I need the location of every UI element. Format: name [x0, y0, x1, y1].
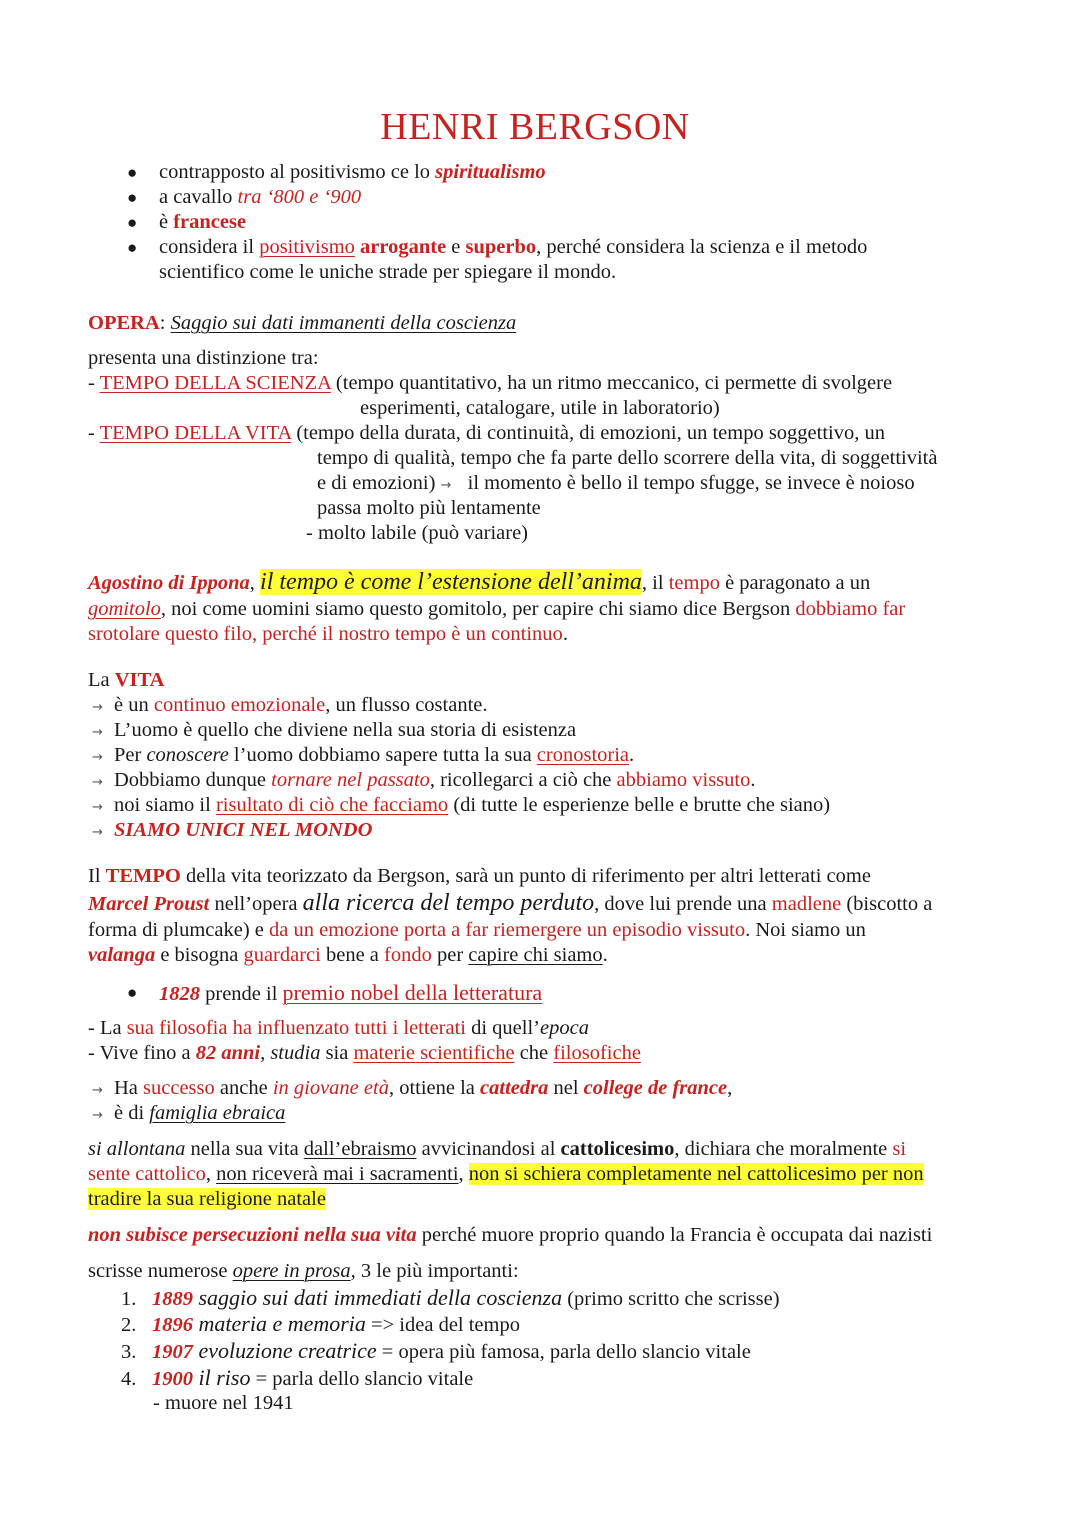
tempo-line2: Marcel Proust nell’opera alla ricerca del tempo perduto, dove lui prende una madlene (biscotto a: [88, 890, 933, 916]
opere-item: 4. 1900 il riso = parla dello slancio vitale: [121, 1365, 474, 1390]
opera-heading: OPERA: Saggio sui dati immanenti della coscienza: [88, 312, 517, 334]
arrow-icon: →: [92, 725, 103, 740]
bullet-dot: ●: [127, 213, 138, 232]
tempo-vita-line5: - molto labile (può variare): [306, 522, 528, 544]
tempo-vita-line3: e di emozioni) → il momento è bello il tempo sfugge, se invece è noioso: [317, 471, 915, 498]
tempo-scienza: - TEMPO DELLA SCIENZA (tempo quantitativo, ha un ritmo meccanico, ci permette di svolgere: [88, 372, 893, 394]
page-title: HENRI BERGSON: [380, 106, 690, 148]
successo-line2: → è di famiglia ebraica: [92, 1101, 285, 1128]
bullet-dot: ●: [127, 188, 138, 207]
arrow-icon: →: [92, 700, 103, 715]
tempo-line4: valanga e bisogna guardarci bene a fondo per capire chi siamo.: [88, 944, 608, 966]
bullet-positivismo: considera il positivismo arrogante e superbo, perché considera la scienza e il metodo: [159, 236, 868, 258]
bullet-dot: ●: [127, 238, 138, 257]
agostino-line2: gomitolo, noi come uomini siamo questo gomitolo, per capire chi siamo dice Bergson dobbiamo far: [88, 598, 906, 620]
opere-item: 2. 1896 materia e memoria => idea del tempo: [121, 1311, 520, 1336]
death-line: - muore nel 1941: [153, 1392, 294, 1414]
religione-line1: si allontana nella sua vita dall’ebraismo avvicinandosi al cattolicesimo, dichiara che moralmente si: [88, 1138, 907, 1160]
tempo-vita-line2: tempo di qualità, tempo che fa parte dello scorrere della vita, di soggettività: [317, 447, 938, 469]
vita-item-1: → è un continuo emozionale, un flusso costante.: [92, 693, 488, 720]
influenza-line1: - La sua filosofia ha influenzato tutti i letterati di quell’epoca: [88, 1017, 589, 1039]
influenza-line2: - Vive fino a 82 anni, studia sia materie scientifiche che filosofiche: [88, 1042, 641, 1064]
bullet-dot: ●: [127, 983, 138, 1002]
tempo-scienza-cont: esperimenti, catalogare, utile in laboratorio): [360, 397, 720, 419]
persecuzioni-line: non subisce persecuzioni nella sua vita perché muore proprio quando la Francia è occupata dai nazisti: [88, 1224, 933, 1246]
opere-item: 3. 1907 evoluzione creatrice = opera più famosa, parla dello slancio vitale: [121, 1338, 751, 1363]
arrow-icon: →: [92, 1108, 103, 1123]
arrow-icon: →: [92, 775, 103, 790]
religione-line3: tradire la sua religione natale: [88, 1188, 326, 1210]
tempo-vita-line4: passa molto più lentamente: [317, 497, 541, 519]
bullet-dot: ●: [127, 163, 138, 182]
bullet-spiritualismo: contrapposto al positivismo ce lo spiritualismo: [159, 161, 546, 183]
nobel-line: 1828 prende il premio nobel della letteratura: [159, 980, 543, 1005]
bullet-period: a cavallo tra ‘800 e ‘900: [159, 186, 362, 208]
vita-heading: La VITA: [88, 669, 165, 691]
agostino-line3: srotolare questo filo, perché il nostro tempo è un continuo.: [88, 623, 568, 645]
vita-item-6: → SIAMO UNICI NEL MONDO: [92, 818, 372, 845]
arrow-icon: →: [92, 825, 103, 840]
successo-line1: → Ha successo anche in giovane età, ottiene la cattedra nel college de france,: [92, 1076, 732, 1103]
bullet-positivismo-cont: scientifico come le uniche strade per spiegare il mondo.: [159, 261, 617, 283]
tempo-vita: - TEMPO DELLA VITA (tempo della durata, di continuità, di emozioni, un tempo soggettivo, un: [88, 422, 885, 444]
vita-item-2: → L’uomo è quello che diviene nella sua storia di esistenza: [92, 718, 576, 745]
vita-item-4: → Dobbiamo dunque tornare nel passato, ricollegarci a ciò che abbiamo vissuto.: [92, 768, 755, 795]
tempo-line1: Il TEMPO della vita teorizzato da Bergson, sarà un punto di riferimento per altri letterati come: [88, 865, 871, 887]
arrow-icon: →: [92, 750, 103, 765]
vita-item-3: → Per conoscere l’uomo dobbiamo sapere tutta la sua cronostoria.: [92, 743, 634, 770]
tempo-line3: forma di plumcake) e da un emozione porta a far riemergere un episodio vissuto. Noi siamo un: [88, 919, 866, 941]
agostino-line1: Agostino di Ippona, il tempo è come l’estensione dell’anima, il tempo è paragonato a un: [88, 569, 871, 595]
opere-item: 1. 1889 saggio sui dati immediati della coscienza (primo scritto che scrisse): [121, 1285, 780, 1310]
opere-intro: scrisse numerose opere in prosa, 3 le più importanti:: [88, 1260, 519, 1282]
arrow-icon: →: [440, 478, 452, 493]
opera-intro: presenta una distinzione tra:: [88, 347, 319, 369]
vita-item-5: → noi siamo il risultato di ciò che facciamo (di tutte le esperienze belle e brutte che siano): [92, 793, 830, 820]
arrow-icon: →: [92, 1083, 103, 1098]
bullet-nationality: è francese: [159, 211, 247, 233]
religione-line2: sente cattolico, non riceverà mai i sacramenti, non si schiera completamente nel cattolicesimo per non: [88, 1163, 924, 1185]
arrow-icon: →: [92, 800, 103, 815]
